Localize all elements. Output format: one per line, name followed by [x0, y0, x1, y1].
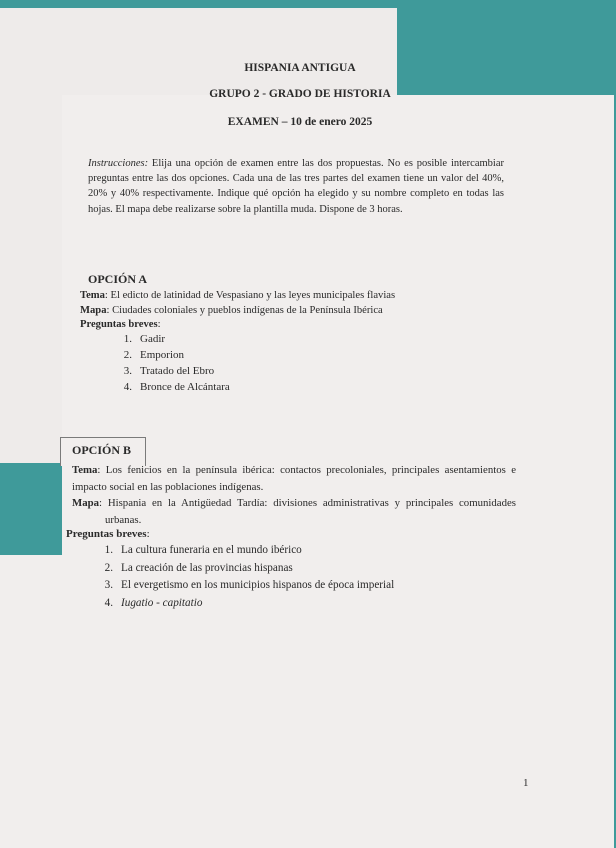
list-item: 1. Gadir	[123, 333, 166, 345]
option-a-question-list	[114, 331, 230, 395]
option-b-question-list	[97, 542, 394, 612]
option-b-tema-label: Tema	[72, 464, 98, 476]
instructions-label: Instrucciones:	[88, 158, 149, 169]
option-a-preguntas	[80, 319, 161, 330]
list-item: 2. Emporion	[123, 349, 184, 361]
exam-date: EXAMEN – 10 de enero 2025	[227, 116, 373, 128]
option-b-mapa	[72, 495, 516, 528]
instructions	[88, 156, 504, 217]
list-item: 3. Tratado del Ebro	[123, 365, 215, 377]
option-a-tema	[80, 290, 395, 301]
option-b-title: OPCIÓN B	[72, 443, 132, 457]
list-item: 2. La creación de las provincias hispanas	[104, 561, 293, 574]
option-b-preguntas-colon: :	[146, 528, 150, 540]
option-b-preguntas-label: Preguntas breves	[66, 528, 147, 540]
option-a-mapa-label: Mapa	[80, 305, 107, 316]
option-b-tema-text: : Los fenicios en la península ibérica: contactos precoloniales, principales asentamientos e impacto social en las poblaciones indígenas.	[72, 464, 516, 493]
exam-group: GRUPO 2 - GRADO DE HISTORIA	[209, 88, 391, 100]
instructions-text: Elija una opción de examen entre las dos propuestas. No es posible intercambiar preguntas entre las dos opciones. Cada una de las tres partes del examen tiene un valor del 40%, 20% y 40% respectivamente. Indique qué opción ha elegido y su nombre completo en todas las hojas. El mapa debe realizarse sobre la plantilla muda. Dispone de 3 horas.	[88, 158, 504, 215]
page-number: 1	[523, 777, 529, 789]
option-a-title: OPCIÓN A	[88, 272, 148, 286]
option-a-mapa	[80, 305, 383, 316]
option-b-preguntas	[66, 528, 150, 540]
option-a-preguntas-label: Preguntas breves	[80, 319, 158, 330]
list-item: 3. El evergetismo en los municipios hispanos de época imperial	[104, 579, 395, 591]
option-a-tema-text: : El edicto de latinidad de Vespasiano y las leyes municipales flavias	[104, 290, 396, 301]
option-a-tema-label: Tema	[80, 290, 105, 301]
exam-title: HISPANIA ANTIGUA	[244, 62, 356, 74]
option-b-mapa-text: : Hispania en la Antigüedad Tardía: divisiones administrativas y principales comunidades urbanas.	[99, 497, 516, 526]
list-item: 4. Iugatio - capitatio	[104, 596, 203, 609]
option-b-mapa-label: Mapa	[72, 497, 99, 509]
option-b-tema	[72, 462, 516, 495]
option-a-preguntas-colon: :	[157, 319, 161, 330]
list-item: 4. Bronce de Alcántara	[123, 381, 230, 393]
option-a-mapa-text: : Ciudades coloniales y pueblos indígenas de la Península Ibérica	[106, 305, 383, 316]
list-item: 1. La cultura funeraria en el mundo ibérico	[104, 544, 302, 556]
